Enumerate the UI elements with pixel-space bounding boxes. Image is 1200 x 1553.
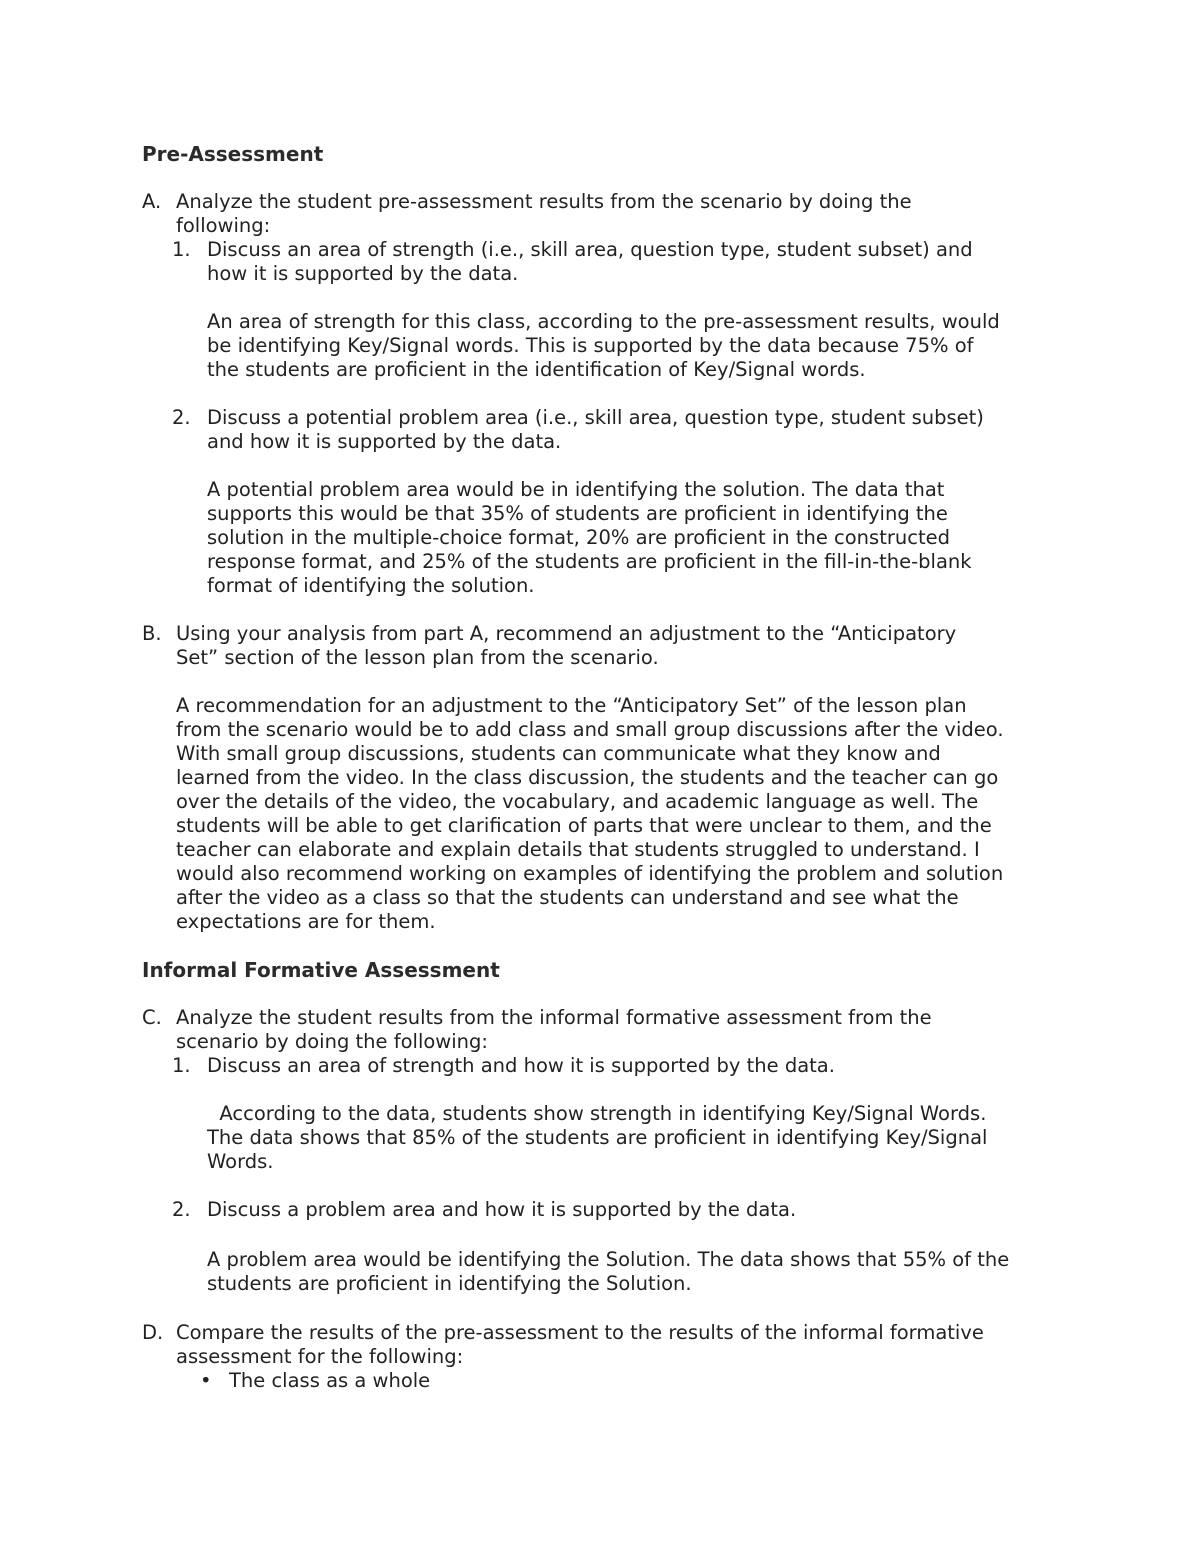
item-label-c: C. (142, 1006, 162, 1029)
item-label-d: D. (142, 1321, 164, 1344)
subitem-prompt-a2: Discuss a potential problem area (i.e., skill area, question type, student subset) and how it is supported by the data. (207, 406, 984, 453)
item-prompt-c: Analyze the student results from the informal formative assessment from the scenario by doing the following: (176, 1006, 932, 1053)
item-prompt-d: Compare the results of the pre-assessment to the results of the informal formative assessment for the following: (176, 1321, 984, 1368)
section-heading-informal-formative: Informal Formative Assessment (142, 958, 500, 982)
bullet-marker: • (200, 1369, 212, 1392)
subitem-label-c1: 1. (172, 1054, 191, 1077)
answer-b: A recommendation for an adjustment to the “Anticipatory Set” of the lesson plan from the scenario would be to add class and small group discussions after the video. With small group discussions, students can communicate what they know and learned from the video. In the class discussion, the students and the teacher can go over the details of the video, the vocabulary, and academic language as well. The students will be able to get clarification of parts that were unclear to them, and the teacher can elaborate and explain details that students struggled to understand. I would also recommend working on examples of identifying the problem and solution after the video as a class so that the students can understand and see what the expectations are for them. (176, 694, 1004, 933)
subitem-label-a1: 1. (172, 238, 191, 261)
subitem-prompt-c2: Discuss a problem area and how it is supported by the data. (207, 1198, 797, 1221)
subitem-label-a2: 2. (172, 406, 191, 429)
item-prompt-a: Analyze the student pre-assessment results from the scenario by doing the following: (176, 190, 912, 237)
bullet-text: The class as a whole (229, 1369, 431, 1392)
answer-a2: A potential problem area would be in identifying the solution. The data that supports this would be that 35% of students are proficient in identifying the solution in the multiple-choice format, 20% are proficient in the constructed response format, and 25% of the students are proficient in the fill-in-the-blank format of identifying the solution. (207, 478, 972, 597)
answer-c1: According to the data, students show strength in identifying Key/Signal Words. The data shows that 85% of the students are proficient in identifying Key/Signal Words. (207, 1102, 988, 1173)
answer-a1: An area of strength for this class, according to the pre-assessment results, would be identifying Key/Signal words. This is supported by the data because 75% of the students are proficient in the identification of Key/Signal words. (207, 310, 1000, 381)
section-heading-pre-assessment: Pre-Assessment (142, 142, 324, 166)
item-prompt-b: Using your analysis from part A, recommend an adjustment to the “Anticipatory Set” section of the lesson plan from the scenario. (176, 622, 957, 669)
subitem-prompt-c1: Discuss an area of strength and how it is supported by the data. (207, 1054, 835, 1077)
item-label-a: A. (142, 190, 162, 213)
subitem-label-c2: 2. (172, 1198, 191, 1221)
answer-c2: A problem area would be identifying the Solution. The data shows that 55% of the students are proficient in identifying the Solution. (207, 1248, 1010, 1295)
item-label-b: B. (142, 622, 162, 645)
subitem-prompt-a1: Discuss an area of strength (i.e., skill area, question type, student subset) and how it is supported by the data. (207, 238, 973, 285)
